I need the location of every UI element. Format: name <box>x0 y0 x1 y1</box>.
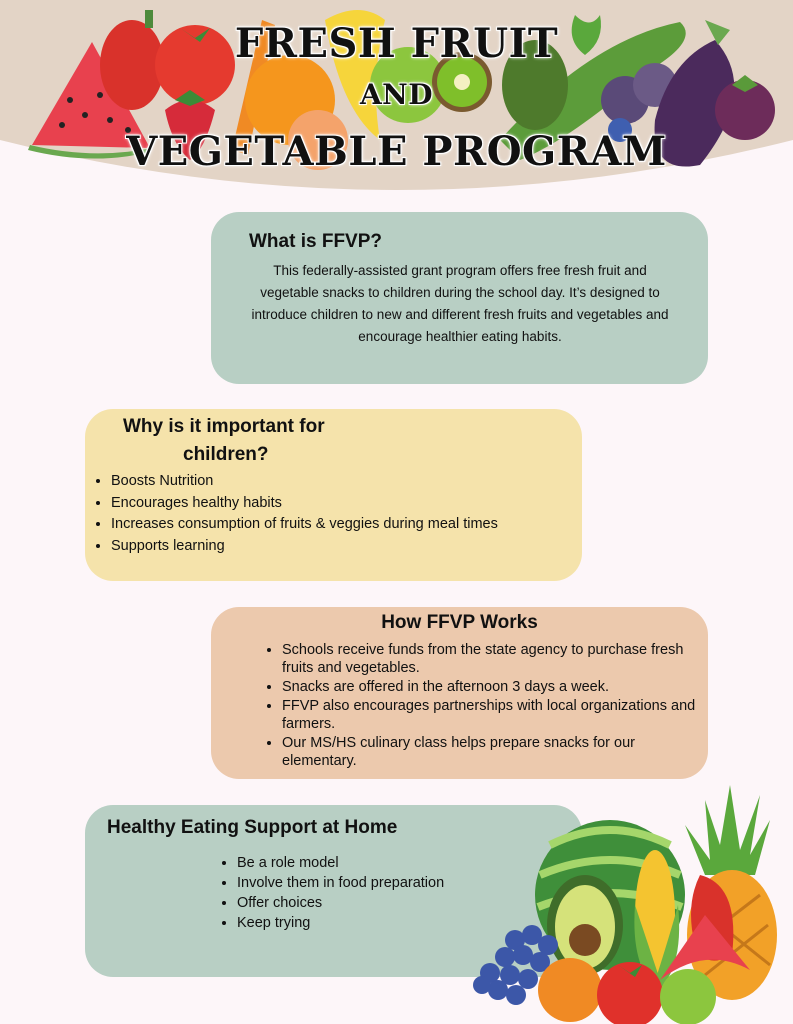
how-heading: How FFVP Works <box>381 612 538 633</box>
home-heading: Healthy Eating Support at Home <box>107 817 398 838</box>
how-ffvp-works-card <box>211 607 708 779</box>
title-line-3: VEGETABLE PROGRAM <box>126 128 667 175</box>
avocado-icon <box>547 875 623 975</box>
why-list <box>85 472 498 558</box>
how-list <box>256 641 702 771</box>
list-item: • FFVP also encourages partnerships with local organizations and farmers. <box>282 697 702 733</box>
green-apple-icon <box>660 969 716 1024</box>
list-item: • Our MS/HS culinary class helps prepare snacks for our elementary. <box>282 734 702 770</box>
list-item: • Supports learning <box>111 537 498 555</box>
list-item: • Boosts Nutrition <box>111 472 498 490</box>
list-item: • Schools receive funds from the state agency to purchase fresh fruits and vegetables. <box>282 641 702 677</box>
list-item: • Offer choices <box>237 894 457 912</box>
title-line-1: FRESH FRUIT <box>234 20 559 67</box>
list-item: • Increases consumption of fruits & veggies during meal times <box>111 515 498 533</box>
list-item: • Snacks are offered in the afternoon 3 days a week. <box>282 678 702 696</box>
list-item: • Be a role model <box>237 854 457 872</box>
why-heading <box>123 413 363 469</box>
why-important-card <box>85 409 582 581</box>
what-heading: What is FFVP? <box>249 231 382 252</box>
why-heading-line-2: children? <box>183 444 269 465</box>
list-item: • Keep trying <box>237 914 457 932</box>
what-is-ffvp-card <box>211 212 708 384</box>
orange-icon <box>538 958 602 1022</box>
list-item: • Involve them in food preparation <box>237 874 457 892</box>
title-line-2: AND <box>359 78 434 111</box>
home-list <box>211 854 457 934</box>
what-body: This federally-assisted grant program offers free fresh fruit and vegetable snacks to children during the school day. It’s designed to introduce children to new and different fresh fruits and vegetables and encourage healthier eating habits. <box>251 263 669 344</box>
why-heading-line-1: Why is it important for <box>123 416 325 437</box>
fruit-pile-illustration <box>470 775 793 1024</box>
list-item: • Encourages healthy habits <box>111 494 498 512</box>
